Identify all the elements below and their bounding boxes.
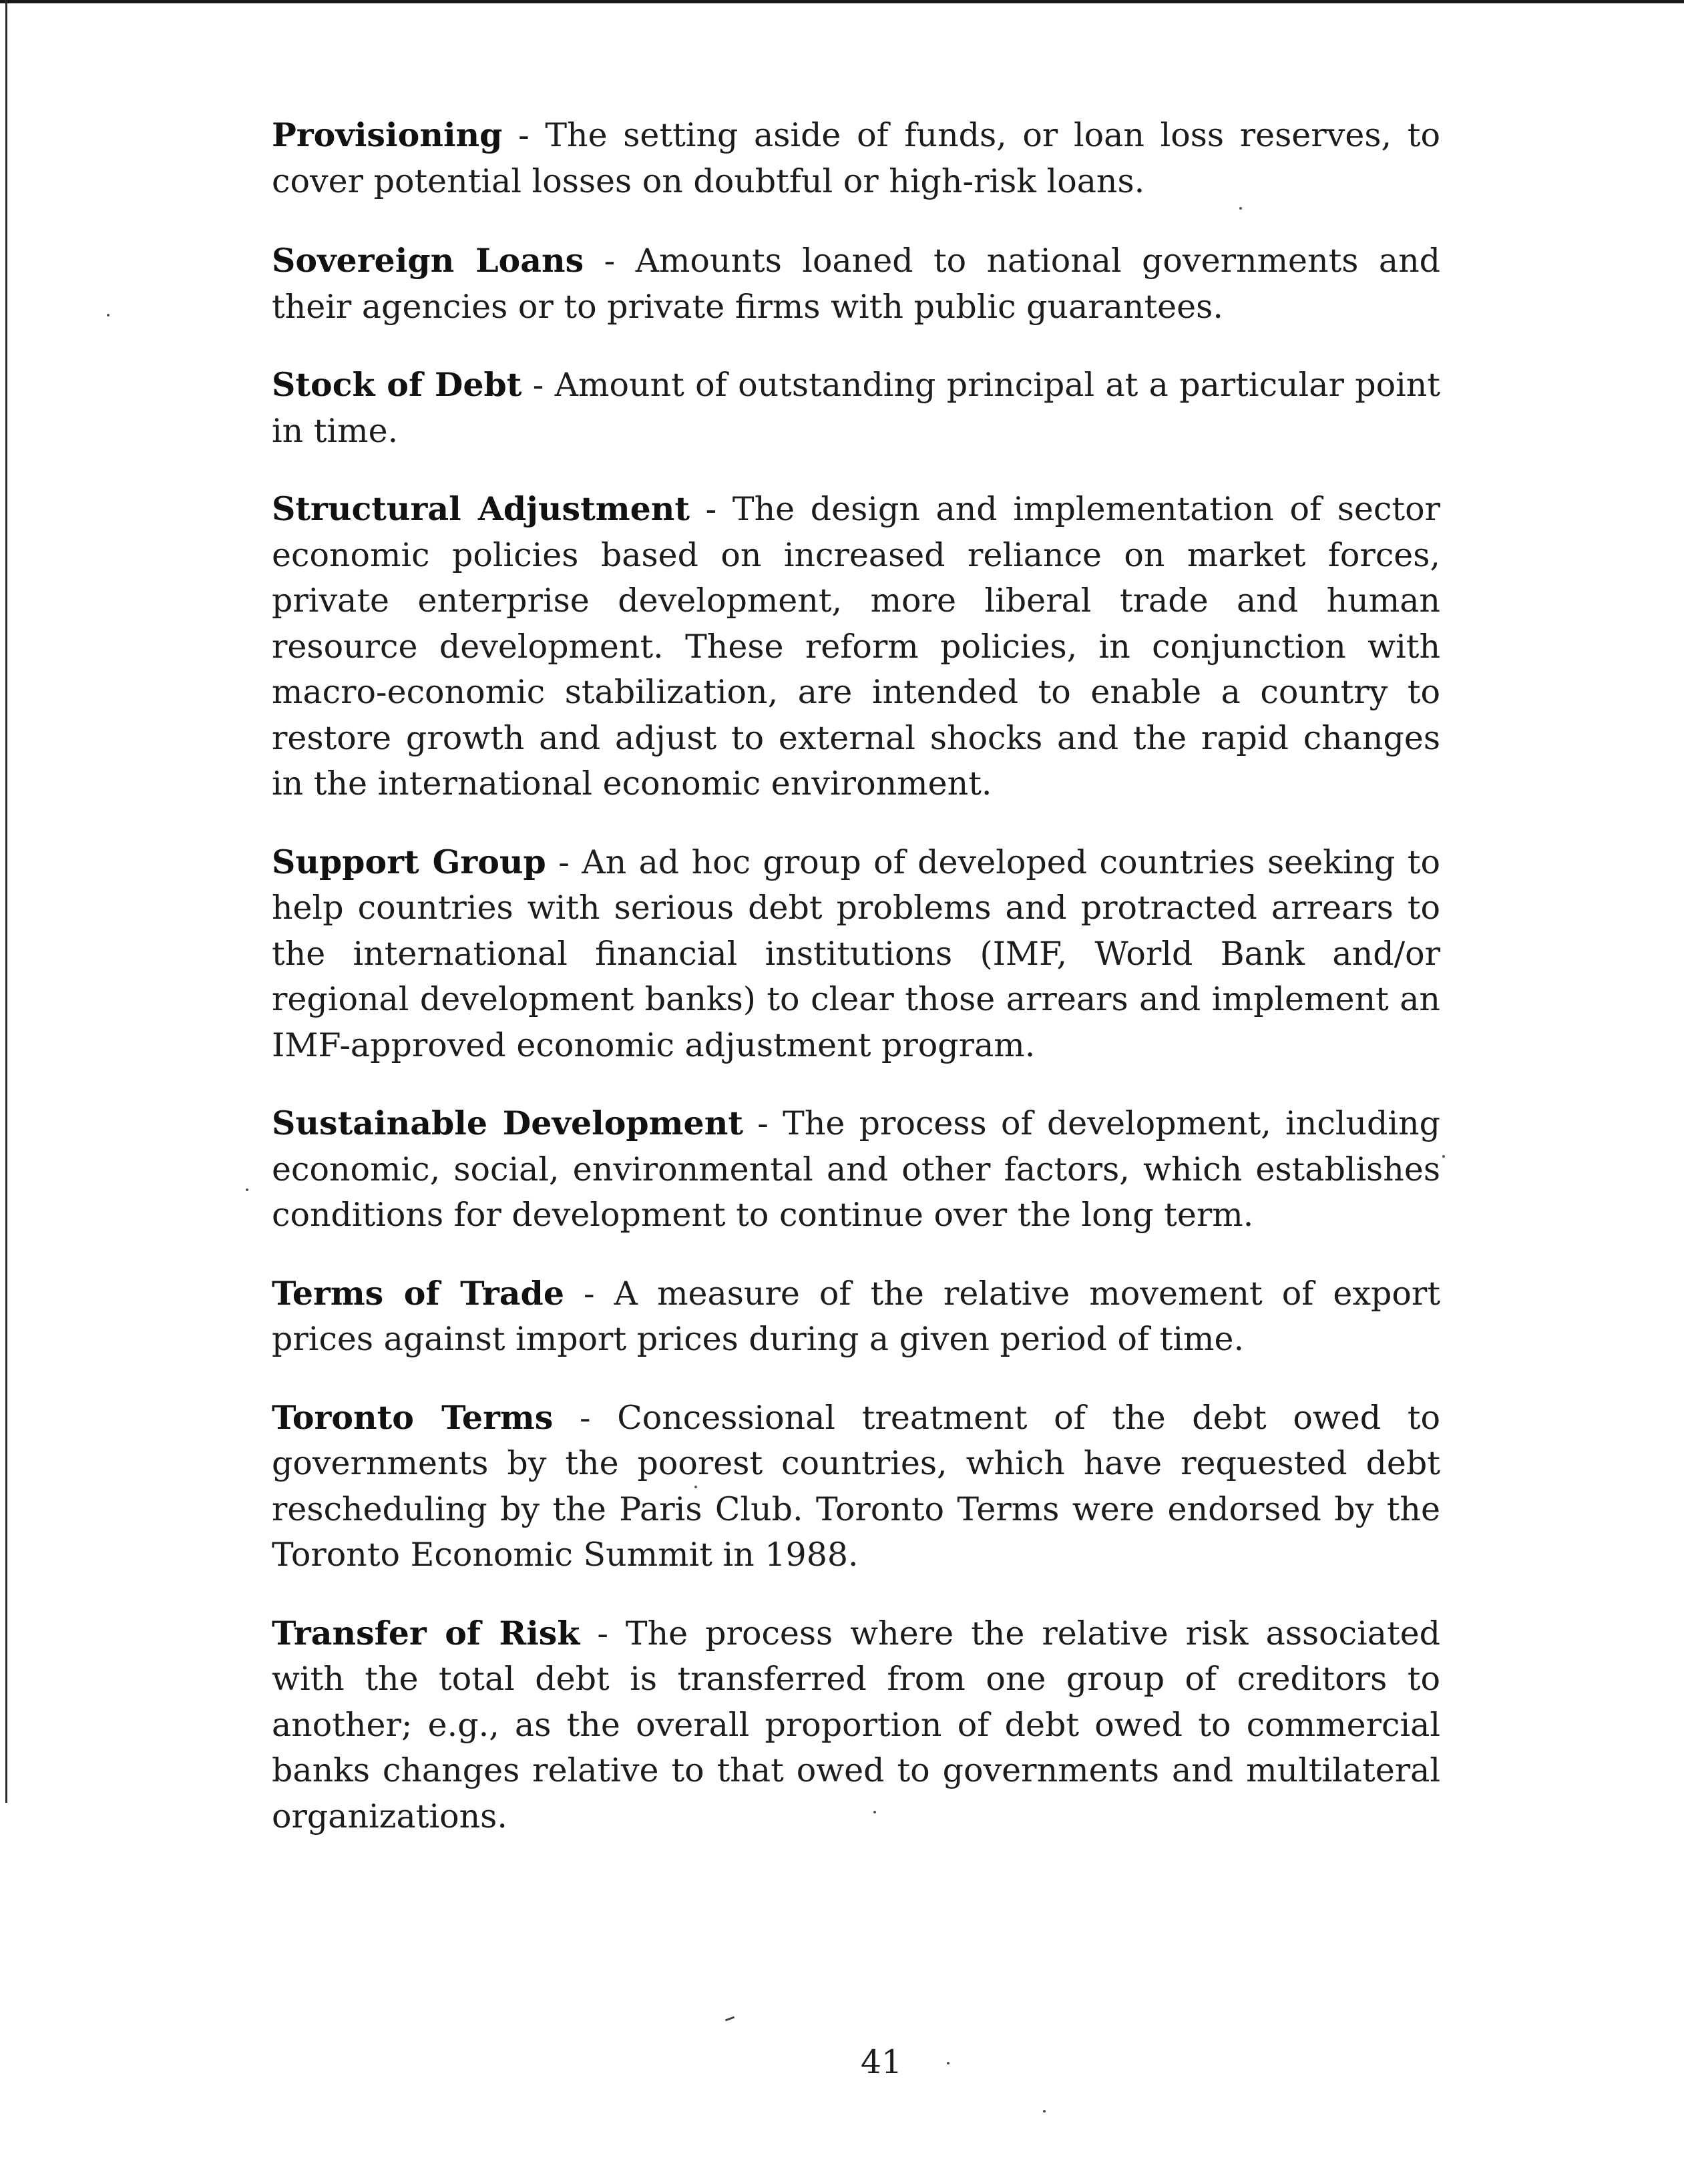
glossary-entry-transfer-of-risk: [272, 1610, 1440, 1840]
scan-speck: [1043, 2110, 1046, 2113]
glossary-definition: - The design and implementation of sector economic policies based on increased reliance on market forces, private enterprise development, more liberal trade and human resource development. These reform policies, in conjunction with macro-economic stabilization, are intended to enable a country to restore growth and adjust to external shocks and the rapid changes in the international economic environment.: [272, 490, 1440, 803]
glossary-definition: - A measure of the relative movement of export prices against import prices during a given period of time.: [272, 1274, 1441, 1358]
glossary-entry-toronto-terms: [272, 1395, 1440, 1578]
glossary-entry-sustainable-development: [272, 1100, 1440, 1239]
glossary-entry-stock-of-debt: [272, 362, 1440, 454]
glossary-term: Structural Adjustment: [272, 489, 690, 528]
page-number: 41: [860, 2043, 903, 2081]
glossary-term: Toronto Terms: [272, 1397, 554, 1437]
scan-left-edge: [5, 0, 7, 1803]
glossary-definition: - The process where the relative risk associated with the total debt is transferred from one group of creditors to another; e.g., as the overall proportion of debt owed to commercial banks changes relative to that owed to governments and multilateral organizations.: [272, 1614, 1441, 1835]
glossary-entry-sovereign-loans: [272, 238, 1440, 330]
scan-mark: [725, 2016, 734, 2022]
scan-speck: [107, 314, 110, 316]
scan-speck: [1442, 1155, 1445, 1158]
glossary-list: [272, 112, 1440, 1839]
glossary-term: Sovereign Loans: [272, 241, 584, 280]
glossary-entry-terms-of-trade: [272, 1271, 1440, 1363]
glossary-entry-provisioning: [272, 112, 1440, 204]
glossary-term: Sustainable Development: [272, 1104, 743, 1142]
glossary-entry-support-group: [272, 839, 1440, 1069]
scan-top-edge: [0, 0, 1684, 3]
glossary-term: Support Group: [272, 842, 546, 881]
glossary-definition: - The process of development, including economic, social, environmental and other factors, which establishes conditions for development to continue over the long term.: [272, 1104, 1440, 1234]
glossary-definition: - The setting aside of funds, or loan loss reserves, to cover potential losses on doubtful or high-risk loans.: [272, 116, 1440, 200]
glossary-term: Provisioning: [272, 116, 503, 154]
glossary-definition: - Concessional treatment of the debt owed to governments by the poorest countries, which have requested debt rescheduling by the Paris Club. Toronto Terms were endorsed by the Toronto Economic Summit in 1988.: [272, 1398, 1440, 1574]
glossary-definition: - Amount of outstanding principal at a particular point in time.: [272, 366, 1440, 450]
glossary-term: Terms of Trade: [272, 1273, 564, 1313]
scan-speck: [246, 1188, 248, 1191]
glossary-entry-structural-adjustment: [272, 486, 1440, 807]
glossary-definition: - An ad hoc group of developed countries seeking to help countries with serious debt problems and protracted arrears to the international financial institutions (IMF, World Bank and/or regional development banks) to clear those arrears and implement an IMF-approved economic adjustment program.: [272, 843, 1440, 1064]
glossary-term: Transfer of Risk: [272, 1613, 580, 1653]
glossary-term: Stock of Debt: [272, 365, 522, 404]
glossary-definition: - Amounts loaned to national governments and their agencies or to private firms with public guarantees.: [272, 242, 1440, 326]
